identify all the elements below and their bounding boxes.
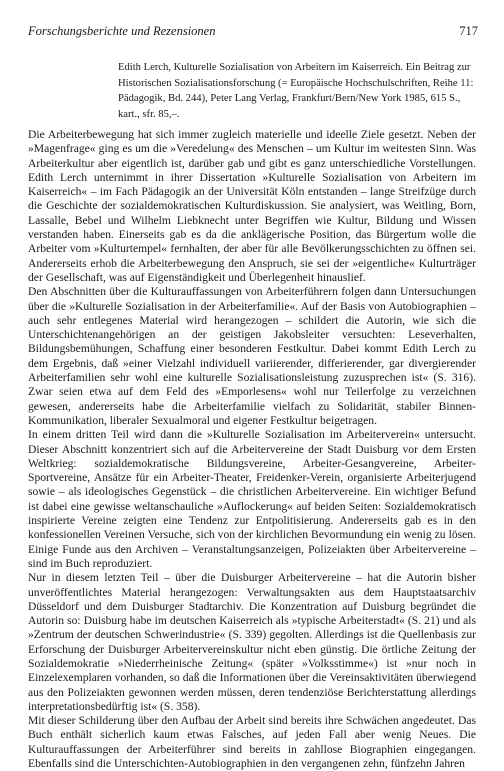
paragraph: Nur in diesem letzten Teil – über die Duisburger Arbeitervereine – hat die Autorin bisher unveröffentlichtes Material herangezogen: Verwaltungsakten aus dem Hauptstaatsarchiv Düsseldorf und dem Duisburger Stadtarchiv. Die Konzentration auf Duisburg begründet die Autorin so: Duisburg habe im deutschen Kaiserreich als »typische Arbeiterstadt« (S. 21) und als »Zentrum der deutschen Schwerindustrie« (S. 339) gegolten. Allerdings ist die Quellenbasis zur Erforschung der Duisburger Arbeitervereinskultur nicht eben günstig. Die örtliche Zeitung der Sozialdemokratie »Niederrheinische Zeitung« (später »Volksstimme«) ist »nur noch in Einzelexemplaren vorhanden, so daß die Informationen über die Vereinsaktivitäten überwiegend aus den Polizeiakten gewonnen werden müssen, deren tendenziöse Berichterstattung allerdings interpretationsbedürftig ist« (S. 358).	[28, 571, 476, 713]
paragraph: In einem dritten Teil wird dann die »Kulturelle Sozialisation im Arbeiterverein« untersucht. Dieser Abschnitt konzentriert sich auf die Arbeitervereine der Stadt Duisburg vor dem Ersten Weltkrieg: sozialdemokratische Bildungsvereine, Arbeiter-Gesangvereine, Arbeiter-Sportvereine, Ansätze für ein Arbeiter-Theater, Freidenker-Verein, organisierte Arbeiterjugend sowie – als ideologisches Gegenstück – die christlichen Arbeitervereine. Ein wichtiger Befund ist dabei eine gewisse weltanschauliche »Auflockerung« auf beiden Seiten: Sozialdemokratisch inspirierte Vereine zeigten eine Tendenz zur Entpolitisierung. Andererseits gab es in den konfessionellen Vereinen Versuche, sich von der kirchlichen Bevormundung ein wenig zu lösen. Einige Funde aus den Archiven – Veranstaltungsanzeigen, Polizeiakten über Arbeitervereine – sind im Buch reproduziert.	[28, 428, 476, 570]
review-body	[28, 128, 476, 771]
paragraph: Den Abschnitten über die Kulturauffassungen von Arbeiterführern folgen dann Untersuchungen über die »Kulturelle Sozialisation in der Arbeiterfamilie«. Auf der Basis von Autobiographien – auch sehr entlegenes Material wird herangezogen – schildert die Autorin, wie sich die Unterschichtenangehörigen an der geistigen Jakobsleiter versuchten: Leseverhalten, Bildungsbemühungen, Schaffung einer besonderen Festkultur. Dabei kommt Edith Lerch zu dem Ergebnis, daß »einer Vielzahl individuell variierender, differierender, gar divergierender Arbeiterfamilien sehr wohl eine kulturelle Sozialisationsleistung zuzusprechen ist« (S. 316). Zwar seien etwa auf dem Feld des »Emporlesens« wohl nur Teilerfolge zu verzeichnen gewesen, andererseits habe die Arbeiterfamilie vielfach zu Solidarität, stabiler Binnen-Kommunikation, liberaler Sexualmoral und eigener Festkultur beigetragen.	[28, 285, 476, 427]
page-number: 717	[459, 24, 478, 38]
page-header	[28, 24, 478, 44]
running-title: Forschungsberichte und Rezensionen	[28, 24, 216, 38]
paragraph: Mit dieser Schilderung über den Aufbau der Arbeit sind bereits ihre Schwächen angedeutet. Das Buch enthält sicherlich kaum etwas Falsches, auf jeden Fall aber wenig Neues. Die Kulturauffassungen der Arbeiterführer sind bereits in zahllose Biographien eingegangen. Ebenfalls sind die Unterschichten-Autobiographien in den vergangenen zehn, fünfzehn Jahren	[28, 714, 476, 771]
paragraph: Die Arbeiterbewegung hat sich immer zugleich materielle und ideelle Ziele gesetzt. Neben der »Magenfrage« ging es um die »Veredelung« des Menschen – um Kultur im weitesten Sinn. Was Arbeiterkultur aber eigentlich ist, darüber gab und gibt es ganz unterschiedliche Vorstellungen. Edith Lerch unternimmt in ihrer Dissertation »Kulturelle Sozialisation von Arbeitern im Kaiserreich« – im Fach Pädagogik an der Universität Köln entstanden – lange Streifzüge durch die Geschichte der sozialdemokratischen Kulturdiskussion. Sie analysiert, was Weitling, Born, Lassalle, Bebel und Wilhelm Liebknecht unter Begriffen wie Kultur, Bildung und Wissen verstanden haben. Einerseits gab es da die anklägerische Position, das Bürgertum wolle die Arbeiter vom »Kulturtempel« fernhalten, der aber für alle Bevölkerungsschichten zu öffnen sei. Andererseits erhob die Arbeiterbewegung den Anspruch, sie sei der »eigentliche« Kulturträger der Gesellschaft, was auf Eigenständigkeit und Überlegenheit hinauslief.	[28, 128, 476, 284]
book-citation: Edith Lerch, Kulturelle Sozialisation von Arbeitern im Kaiserreich. Ein Beitrag zur Historischen Sozialisationsforschung (= Europäische Hochschulschriften, Reihe 11: Pädagogik, Bd. 244), Peter Lang Verlag, Frankfurt/Bern/New York 1985, 615 S., kart., sfr. 85,–.	[118, 62, 474, 120]
